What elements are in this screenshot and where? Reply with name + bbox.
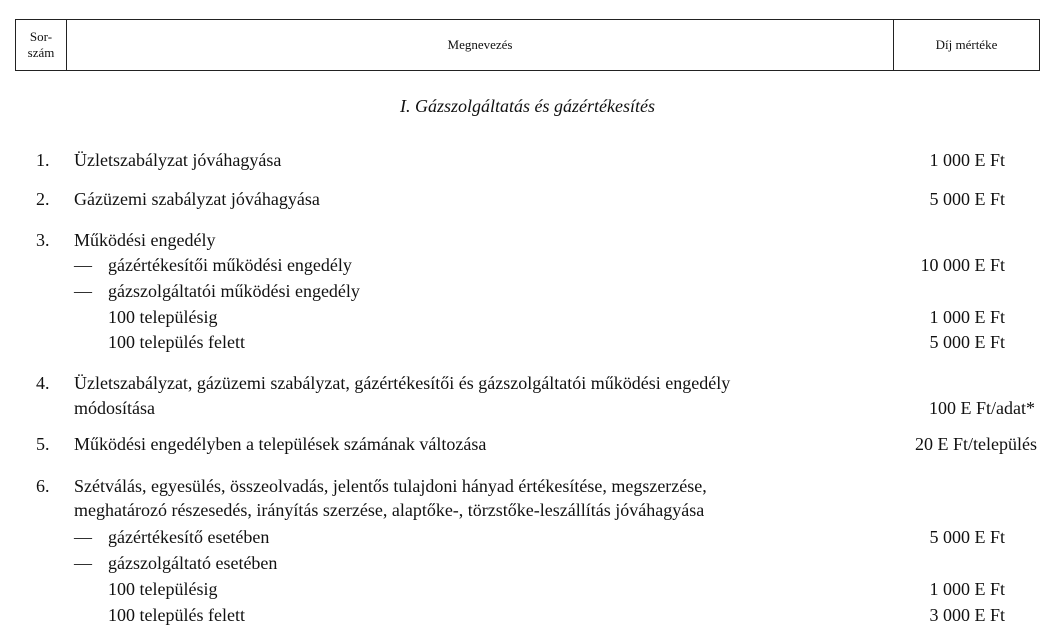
sub-item-text: 100 településig xyxy=(108,307,218,327)
item-fee: 1 000 E Ft xyxy=(929,579,1005,599)
section-title: I. Gázszolgáltatás és gázértékesítés xyxy=(400,96,655,116)
header-serial-line2: szám xyxy=(27,45,55,60)
item-fee: 100 E Ft/adat* xyxy=(929,398,1035,418)
sub-item-text: 100 település felett xyxy=(108,332,245,352)
item-text: Működési engedélyben a települések számának változása xyxy=(74,434,487,454)
item-fee: 5 000 E Ft xyxy=(929,527,1005,547)
header-serial-number xyxy=(16,20,67,70)
item-text: Szétválás, egyesülés, összeolvadás, jelentős tulajdoni hányad értékesítése, megszerzése, xyxy=(74,476,707,496)
item-text: meghatározó részesedés, irányítás szerzése, alaptőke-, törzstőke-leszállítás jóváhagyása xyxy=(74,500,705,520)
item-number: 2. xyxy=(36,189,50,209)
item-fee: 5 000 E Ft xyxy=(929,189,1005,209)
table-header xyxy=(15,19,1040,71)
item-fee: 20 E Ft/település xyxy=(915,434,1037,454)
item-number: 5. xyxy=(36,434,50,454)
item-text: Üzletszabályzat jóváhagyása xyxy=(74,150,282,170)
item-text: Gázüzemi szabályzat jóváhagyása xyxy=(74,189,320,209)
header-name: Megnevezés xyxy=(67,20,894,70)
item-fee: 5 000 E Ft xyxy=(929,332,1005,352)
item-fee: 10 000 E Ft xyxy=(920,255,1005,275)
item-number: 3. xyxy=(36,230,50,250)
sub-item-text: gázszolgáltató esetében xyxy=(108,553,278,573)
item-number: 6. xyxy=(36,476,50,496)
dash: — xyxy=(74,255,92,275)
item-fee: 1 000 E Ft xyxy=(929,307,1005,327)
dash: — xyxy=(74,553,92,573)
item-fee: 3 000 E Ft xyxy=(929,605,1005,625)
item-text: módosítása xyxy=(74,398,155,418)
sub-item-text: gázértékesítői működési engedély xyxy=(108,255,352,275)
item-number: 4. xyxy=(36,373,50,393)
dash: — xyxy=(74,527,92,547)
item-fee: 1 000 E Ft xyxy=(929,150,1005,170)
header-serial-line1: Sor- xyxy=(29,29,53,44)
header-fee: Díj mértéke xyxy=(935,37,998,52)
item-number: 1. xyxy=(36,150,50,170)
item-text: Működési engedély xyxy=(74,230,216,250)
sub-item-text: gázértékesítő esetében xyxy=(108,527,270,547)
dash: — xyxy=(74,281,92,301)
sub-item-text: 100 település felett xyxy=(108,605,245,625)
sub-item-text: gázszolgáltatói működési engedély xyxy=(108,281,360,301)
sub-item-text: 100 településig xyxy=(108,579,218,599)
item-text: Üzletszabályzat, gázüzemi szabályzat, gázértékesítői és gázszolgáltatói működési engedély xyxy=(74,373,731,393)
